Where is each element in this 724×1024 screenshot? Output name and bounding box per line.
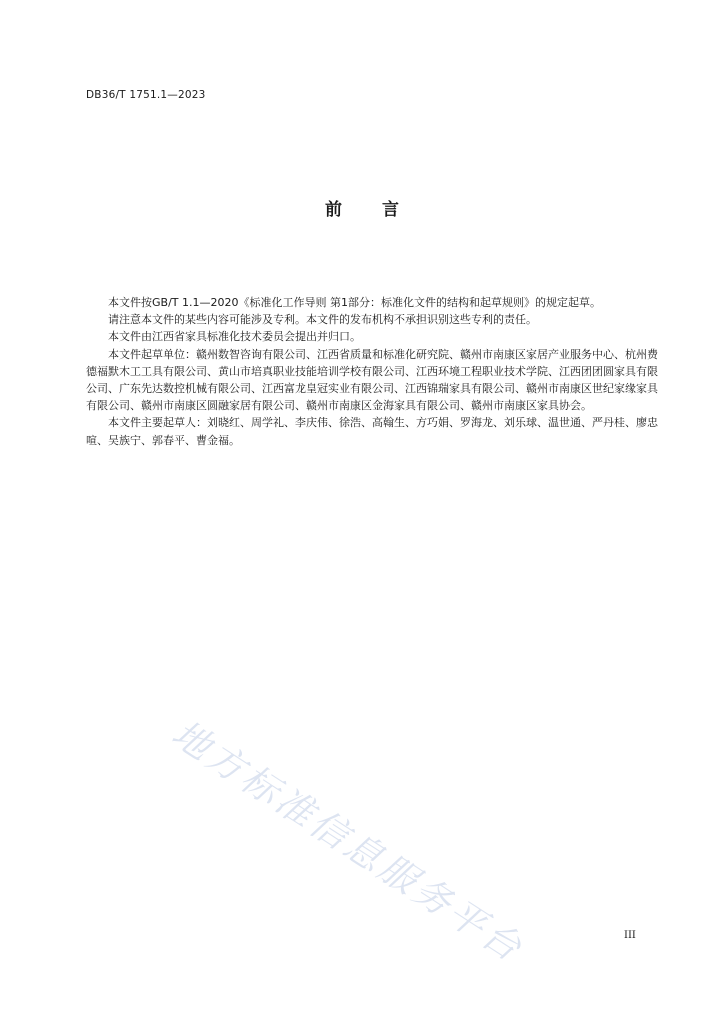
paragraph-patent-notice: 请注意本文件的某些内容可能涉及专利。本文件的发布机构不承担识别这些专利的责任。 <box>108 313 537 327</box>
foreword-body <box>86 294 658 449</box>
paragraph-drafting-organizations: 本文件起草单位：赣州数智咨询有限公司、江西省质量和标准化研究院、赣州市南康区家居产业服务中心、杭州费德福默木工工具有限公司、黄山市培真职业技能培训学校有限公司、江西环境工程职业技术学院、江西团团圆家具有限公司、广东先达数控机械有限公司、江西富龙皇冠实业有限公司、江西锦瑞家具有限公司、赣州市南康区世纪家缘家具有限公司、赣州市南康区圆融家居有限公司、赣州市南康区金海家具有限公司、赣州市南康区家具协会。 <box>86 347 658 413</box>
page-number: III <box>624 930 636 941</box>
paragraph-drafting-rules: 本文件按GB/T 1.1—2020《标准化工作导则 第1部分：标准化文件的结构和起草规则》的规定起草。 <box>108 296 601 309</box>
page-title-left-char: 前 <box>325 200 342 220</box>
document-code: DB36/T 1751.1—2023 <box>86 89 206 101</box>
paragraph-drafters: 本文件主要起草人：刘晓红、周学礼、李庆伟、徐浩、高翰生、方巧娟、罗海龙、刘乐球、温世通、严丹桂、廖忠喧、吴族宁、郭春平、曹金福。 <box>86 416 658 447</box>
watermark: 地方标准信息服务平台 <box>164 711 532 972</box>
paragraph-proposer: 本文件由江西省家具标准化技术委员会提出并归口。 <box>108 330 361 344</box>
page-title <box>0 195 724 220</box>
page-title-right-char: 言 <box>382 200 399 220</box>
